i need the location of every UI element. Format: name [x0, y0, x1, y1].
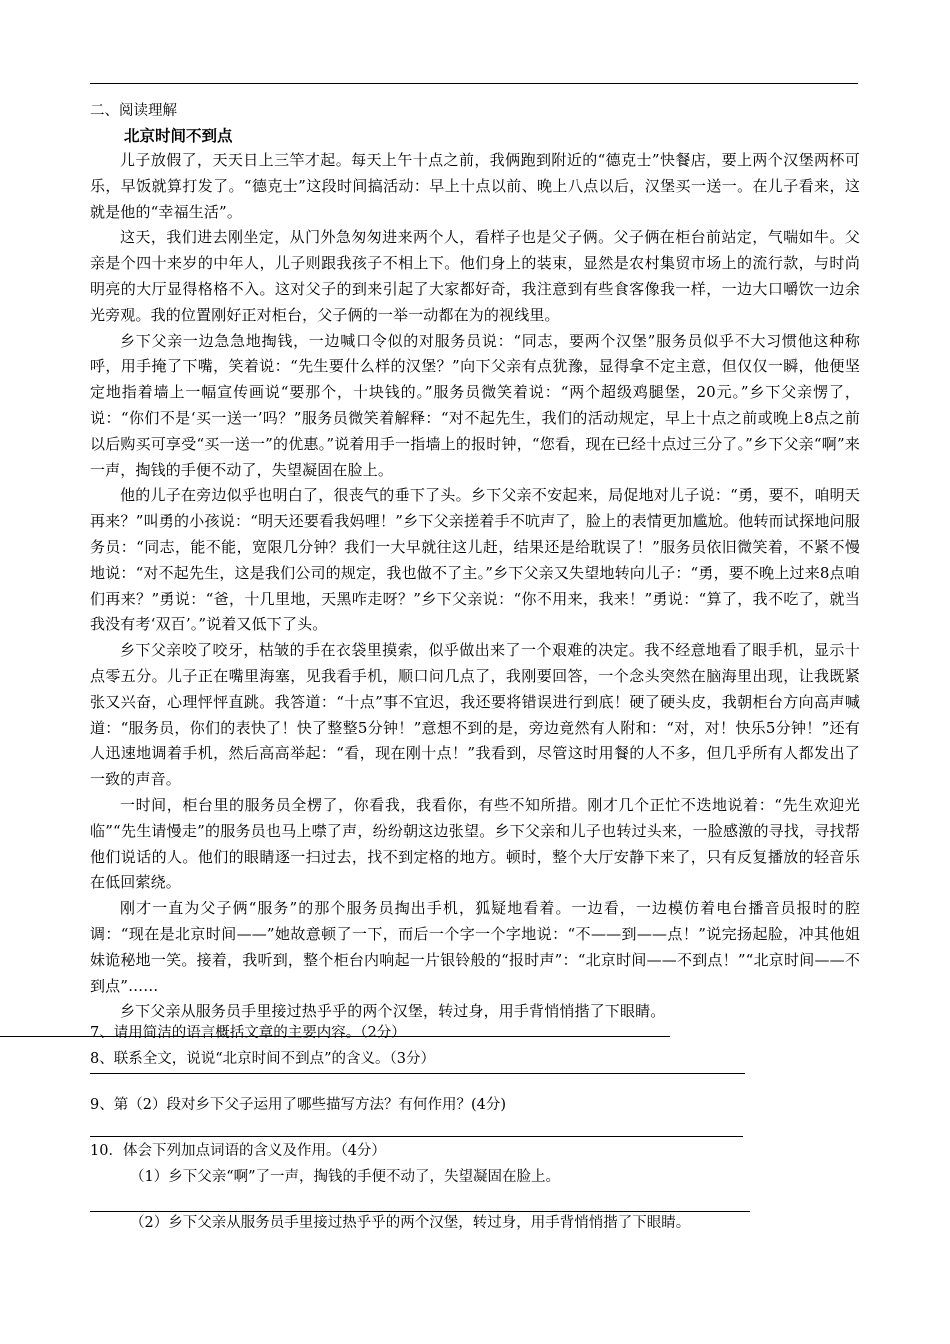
- question-8: 8、联系全文，说说“北京时间不到点”的含义。（3分）: [90, 1051, 436, 1067]
- question-10: 10．体会下列加点词语的含义及作用。（4分）: [90, 1143, 386, 1159]
- paragraph-2: 这天，我们进去刚坐定，从门外急匆匆进来两个人，看样子也是父子俩。父子俩在柜台前站定，气喘如牛。父亲是个四十来岁的中年人，儿子则跟我孩子不相上下。他们身上的装束，显然是农村集贸市场上的流行款，与时尚明亮的大厅显得格格不入。这对父子的到来引起了大家都好奇，我注意到有些食客像我一样，一边大口嚼饮一边余光旁观。我的位置刚好正对柜台，父子俩的一举一动都在为的视线里。: [90, 228, 860, 324]
- question-10-part-2: （2）乡下父亲从服务员手里接过热乎乎的两个汉堡，转过身，用手背悄悄揩了下眼睛。: [130, 1215, 691, 1231]
- paragraph-3: 乡下父亲一边急急地掏钱，一边喊口令似的对服务员说：“同志，要两个汉堡”服务员似乎不大习惯他这种称呼，用手掩了下嘴，笑着说：“先生要什么样的汉堡？”向下父亲有点犹豫，显得拿不定主意，但仅仅一瞬，他便坚定地指着墙上一幅宣传画说“要那个，十块钱的。”服务员微笑着说：“两个超级鸡腿堡，20元。”乡下父亲愣了，说：“你们不是‘买一送一’吗？”服务员微笑着解释：“对不起先生，我们的活动规定，早上十点之前或晚上8点之前以后购买可享受“买一送一”的优惠。”说着用手一指墙上的报时钟，“您看，现在已经十点过三分了。”乡下父亲“啊”来一声，掏钱的手便不动了，失望凝固在脸上。: [90, 331, 860, 479]
- article-body: [90, 148, 860, 1025]
- paragraph-7: 刚才一直为父子俩“服务”的那个服务员掏出手机，狐疑地看着。一边看，一边模仿着电台播音员报时的腔调：“现在是北京时间——”她故意顿了一下，而后一个字一个字地说：“不——到——点！”说完扬起脸，冲其他姐妹诡秘地一笑。接着，我听到，整个柜台内响起一片银铃般的“报时声”：“北京时间——不到点！”“北京时间——不到点”……: [90, 899, 860, 995]
- paragraph-1: 儿子放假了，天天日上三竿才起。每天上午十点之前，我俩跑到附近的“德克士”快餐店，要上两个汉堡两杯可乐，早饭就算打发了。“德克士”这段时间搞活动：早上十点以前、晚上八点以后，汉堡买一送一。在儿子看来，这就是他的“幸福生活”。: [90, 151, 860, 221]
- paragraph-4: 他的儿子在旁边似乎也明白了，很丧气的垂下了头。乡下父亲不安起来，局促地对儿子说：“勇，要不，咱明天再来？”叫勇的小孩说：“明天还要看我妈哩！”乡下父亲搓着手不吭声了，脸上的表情更加尴尬。他转而试探地问服务员：“同志，能不能，宽限几分钟？我们一大早就往这儿赶，结果还是给耽误了！”服务员依旧微笑着，不紧不慢地说：“对不起先生，这是我们公司的规定，我也做不了主。”乡下父亲又失望地转向儿子：“勇，要不晚上过来8点咱们再来？”勇说：“爸，十几里地，天黑咋走呀？”乡下父亲说：“你不用来，我来！”勇说：“算了，我不吃了，就当我没有考‘双百’。”说着又低下了头。: [90, 486, 860, 634]
- section-heading: 二、阅读理解: [90, 103, 177, 119]
- question-9: 9、第（2）段对乡下父子运用了哪些描写方法？有何作用？(4分): [90, 1097, 506, 1113]
- header-rule: [90, 83, 858, 84]
- answer-line-8[interactable]: [90, 1073, 745, 1074]
- paragraph-5: 乡下父亲咬了咬牙，枯皱的手在衣袋里摸索，似乎做出来了一个艰难的决定。我不经意地看了眼手机，显示十点零五分。儿子正在嘴里海塞，见我看手机，顺口问几点了，我刚要回答，一个念头突然在脑海里出现，让我既紧张又兴奋，心理怦怦直跳。我答道：“十点”事不宜迟，我还要将错误进行到底！硬了硬头皮，我朝柜台方向高声喊道：“服务员，你们的表快了！快了整整5分钟！”意想不到的是，旁边竟然有人附和：“对，对！快乐5分钟！”还有人迅速地调着手机，然后高高举起：“看，现在刚十点！”我看到，尽管这时用餐的人不多，但几乎所有人都发出了一致的声音。: [90, 641, 860, 789]
- question-10-part-1: （1）乡下父亲“啊”了一声，掏钱的手便不动了，失望凝固在脸上。: [130, 1169, 561, 1185]
- answer-line-9[interactable]: [90, 1136, 743, 1137]
- paragraph-8: 乡下父亲从服务员手里接过热乎乎的两个汉堡，转过身，用手背悄悄揩了下眼睛。: [120, 1002, 666, 1021]
- article-title: 北京时间不到点: [124, 126, 233, 145]
- paragraph-6: 一时间，柜台里的服务员全楞了，你看我，我看你，有些不知所措。刚才几个正忙不迭地说着：“先生欢迎光临”“先生请慢走”的服务员也马上噤了声，纷纷朝这边张望。乡下父亲和儿子也转过头来，一脸感激的寻找，寻找帮他们说话的人。他们的眼睛逐一扫过去，找不到定格的地方。顿时，整个大厅安静下来了，只有反复播放的轻音乐在低回萦绕。: [90, 795, 860, 892]
- question-7: 7、请用简洁的语言概括文章的主要内容。（2分）: [90, 1025, 406, 1041]
- answer-line-7[interactable]: [0, 1036, 670, 1037]
